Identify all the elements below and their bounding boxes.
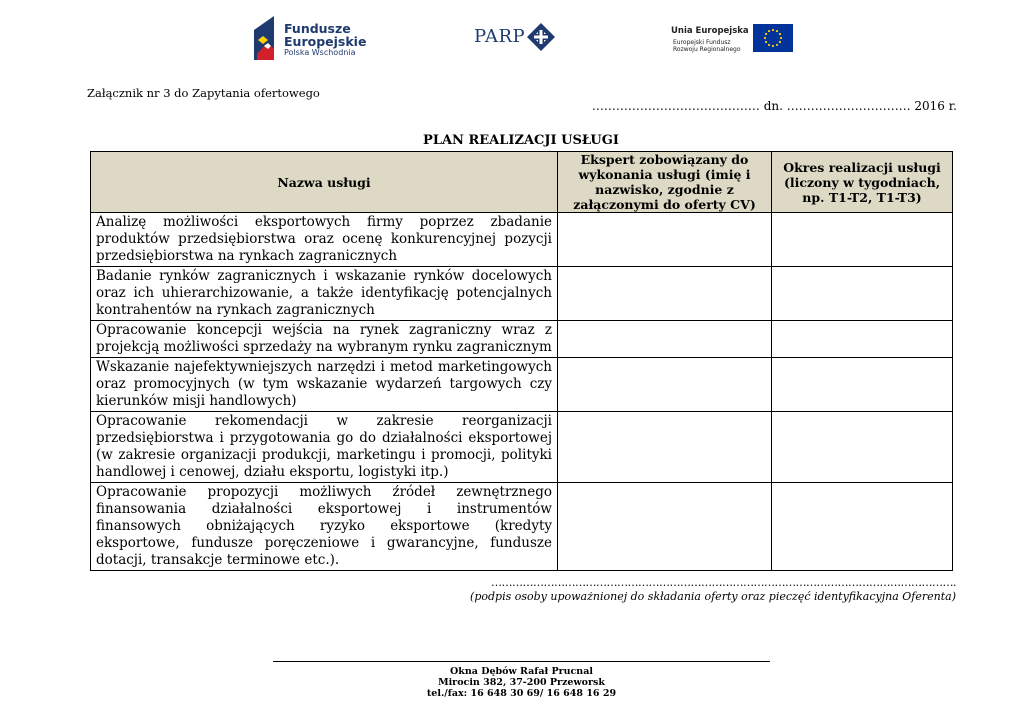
footer — [273, 666, 770, 699]
period-cell[interactable] — [772, 267, 953, 321]
signature-line: ……………………………………………………………………………………………………………………. — [491, 576, 956, 589]
plan-table — [90, 151, 953, 571]
parp-emblem-icon — [526, 22, 556, 52]
eu-star-icon — [779, 41, 781, 43]
header-expert: Ekspert zobowiązany do wykonania usługi (imię i nazwisko, zgodnie z załączonymi do oferty CV) — [558, 152, 772, 213]
header-service-name: Nazwa usługi — [91, 152, 558, 213]
footer-divider — [273, 661, 770, 662]
expert-cell[interactable] — [558, 213, 772, 267]
date-line: …………………………………… dn. …………………………. 2016 r. — [591, 99, 957, 113]
eu-star-icon — [764, 37, 766, 39]
eu-star-icon — [776, 30, 778, 32]
period-cell[interactable] — [772, 213, 953, 267]
table-row — [91, 321, 953, 358]
plan-title: PLAN REALIZACJI USŁUGI — [423, 133, 619, 148]
eu-title: Unia Europejska — [671, 26, 749, 36]
service-name-cell: Opracowanie propozycji możliwych źródeł zewnętrznego finansowania działalności eksportowej i instrumentów finansowych obniżających ryzyko eksportowe (kredyty eksportowe, fundusze poręczeniowe i gwarancyjne, fundusze dotacji, transakcje terminowe etc.). — [91, 483, 558, 571]
eu-fund-line2: Rozwoju Regionalnego — [673, 46, 741, 53]
expert-cell[interactable] — [558, 483, 772, 571]
eu-flag-icon — [753, 24, 793, 52]
eu-fund-line1: Europejski Fundusz — [673, 39, 731, 46]
fe-subtitle: Polska Wschodnia — [284, 48, 356, 57]
annex-label: Załącznik nr 3 do Zapytania ofertowego — [87, 86, 320, 100]
eu-star-icon — [772, 45, 774, 47]
eu-star-icon — [779, 33, 781, 35]
eu-star-icon — [768, 30, 770, 32]
eu-logo — [671, 24, 795, 54]
footer-company: Okna Dębów Rafał Prucnal — [450, 666, 593, 677]
service-name-cell: Badanie rynków zagranicznych i wskazanie rynków docelowych oraz ich uhierarchizowanie, a także identyfikację potencjalnych kontrahentów na rynkach zagranicznych — [91, 267, 558, 321]
expert-cell[interactable] — [558, 321, 772, 358]
expert-cell[interactable] — [558, 412, 772, 483]
table-row — [91, 412, 953, 483]
footer-phone: tel./fax: 16 648 30 69/ 16 648 16 29 — [426, 688, 617, 699]
signature-caption: (podpis osoby upoważnionej do składania oferty oraz pieczęć identyfikacyjna Oferenta) — [470, 590, 956, 603]
expert-cell[interactable] — [558, 267, 772, 321]
eu-star-icon — [776, 44, 778, 46]
expert-cell[interactable] — [558, 358, 772, 412]
service-name-cell: Wskazanie najefektywniejszych narzędzi i metod marketingowych oraz promocyjnych (w tym wskazanie wydarzeń targowych czy kierunków misji handlowych) — [91, 358, 558, 412]
fe-line2: Europejskie — [284, 34, 367, 49]
parp-text: PARP — [474, 26, 526, 47]
period-cell[interactable] — [772, 483, 953, 571]
service-name-cell: Analizę możliwości eksportowych firmy poprzez zbadanie produktów przedsiębiorstwa oraz ocenę konkurencyjnej pozycji przedsiębiorstwa na rynkach zagranicznych — [91, 213, 558, 267]
eu-star-icon — [768, 44, 770, 46]
eu-star-icon — [765, 33, 767, 35]
fundusze-europejskie-logo — [254, 16, 374, 60]
table-row — [91, 358, 953, 412]
fe-line1: Fundusze — [284, 21, 351, 36]
eu-star-icon — [765, 41, 767, 43]
table-row — [91, 267, 953, 321]
eu-star-icon — [780, 37, 782, 39]
fe-emblem-icon — [254, 16, 280, 60]
service-name-cell: Opracowanie koncepcji wejścia na rynek zagraniczny wraz z projekcją możliwości sprzedaży na wybranym rynku zagranicznym — [91, 321, 558, 358]
table-header-row — [91, 152, 953, 213]
period-cell[interactable] — [772, 412, 953, 483]
header-period: Okres realizacji usługi (liczony w tygodniach, np. T1-T2, T1-T3) — [772, 152, 953, 213]
eu-star-icon — [772, 29, 774, 31]
table-row — [91, 213, 953, 267]
footer-address: Mirocin 382, 37-200 Przeworsk — [438, 677, 605, 688]
service-name-cell: Opracowanie rekomendacji w zakresie reorganizacji przedsiębiorstwa i przygotowania go do działalności eksportowej (w zakresie organizacji produkcji, marketingu i promocji, polityki handlowej i cenowej, działu eksportu, logistyki itp.) — [91, 412, 558, 483]
period-cell[interactable] — [772, 358, 953, 412]
period-cell[interactable] — [772, 321, 953, 358]
table-row — [91, 483, 953, 571]
